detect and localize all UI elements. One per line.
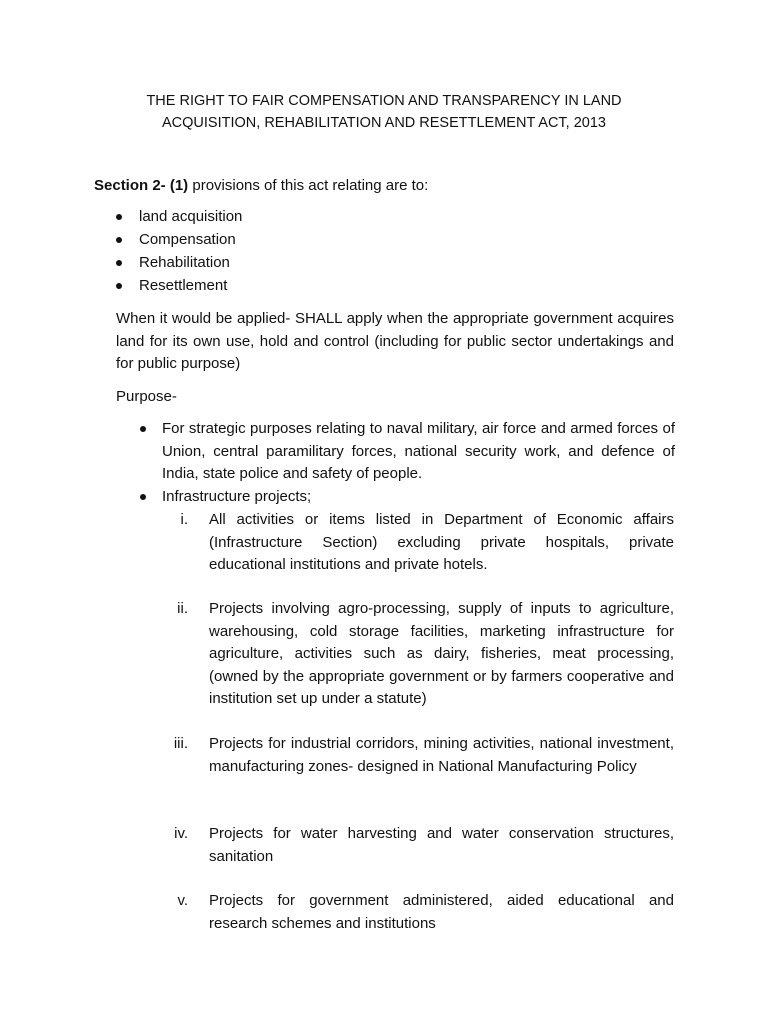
section-heading — [94, 175, 674, 197]
purpose-list — [138, 418, 675, 508]
list-item — [115, 206, 675, 229]
list-item — [138, 418, 675, 486]
title-line-1: THE RIGHT TO FAIR COMPENSATION AND TRANSPARENCY IN LAND — [146, 93, 622, 109]
bullet-icon — [116, 214, 122, 220]
section-text: provisions of this act relating are to: — [188, 177, 429, 194]
item-text: All activities or items listed in Department of Economic affairs (Infrastructure Section) excluding private hospitals, private educational institutions and private hotels. — [209, 511, 674, 573]
provisions-list — [115, 206, 675, 298]
purpose-text: Infrastructure projects; — [162, 487, 312, 505]
section-label: Section 2- (1) — [94, 177, 189, 194]
bullet-icon — [140, 426, 146, 432]
item-number: ii. — [177, 600, 188, 617]
bullet-icon — [116, 260, 122, 266]
bullet-icon — [116, 237, 122, 243]
item-text: Projects for government administered, aided educational and research schemes and institutions — [209, 892, 674, 932]
list-item — [115, 275, 675, 298]
provision-text: land acquisition — [139, 208, 243, 225]
item-number: iv. — [174, 825, 188, 842]
list-item — [115, 252, 675, 275]
item-text: Projects involving agro-processing, supply of inputs to agriculture, warehousing, cold storage facilities, marketing infrastructure for agriculture, activities such as dairy, fisheries, meat processing, (owned by the appropriate government or by farmers cooperative and institution set up under a statute) — [209, 600, 674, 707]
item-text: Projects for water harvesting and water conservation structures, sanitation — [209, 825, 674, 865]
document-title — [0, 90, 768, 134]
item-number: v. — [177, 892, 188, 909]
list-item — [115, 229, 675, 252]
list-item — [138, 486, 675, 509]
bullet-icon — [116, 283, 122, 289]
item-number: i. — [180, 511, 188, 528]
item-text: Projects for industrial corridors, mining activities, national investment, manufacturing zones- designed in National Manufacturing Policy — [209, 735, 674, 775]
purpose-text: For strategic purposes relating to naval military, air force and armed forces of Union, central paramilitary forces, national security work, and defence of India, state police and safety of people. — [162, 420, 675, 482]
purpose-label: Purpose- — [116, 388, 177, 405]
provision-text: Resettlement — [139, 277, 228, 294]
provision-text: Rehabilitation — [139, 254, 230, 271]
item-number: iii. — [173, 735, 188, 752]
provision-text: Compensation — [139, 231, 236, 248]
title-line-2: ACQUISITION, REHABILITATION AND RESETTLEMENT ACT, 2013 — [162, 115, 606, 131]
bullet-icon — [140, 494, 146, 500]
applied-paragraph: When it would be applied- SHALL apply when the appropriate government acquires land for its own use, hold and control (including for public sector undertakings and for public purpose) — [116, 310, 674, 372]
